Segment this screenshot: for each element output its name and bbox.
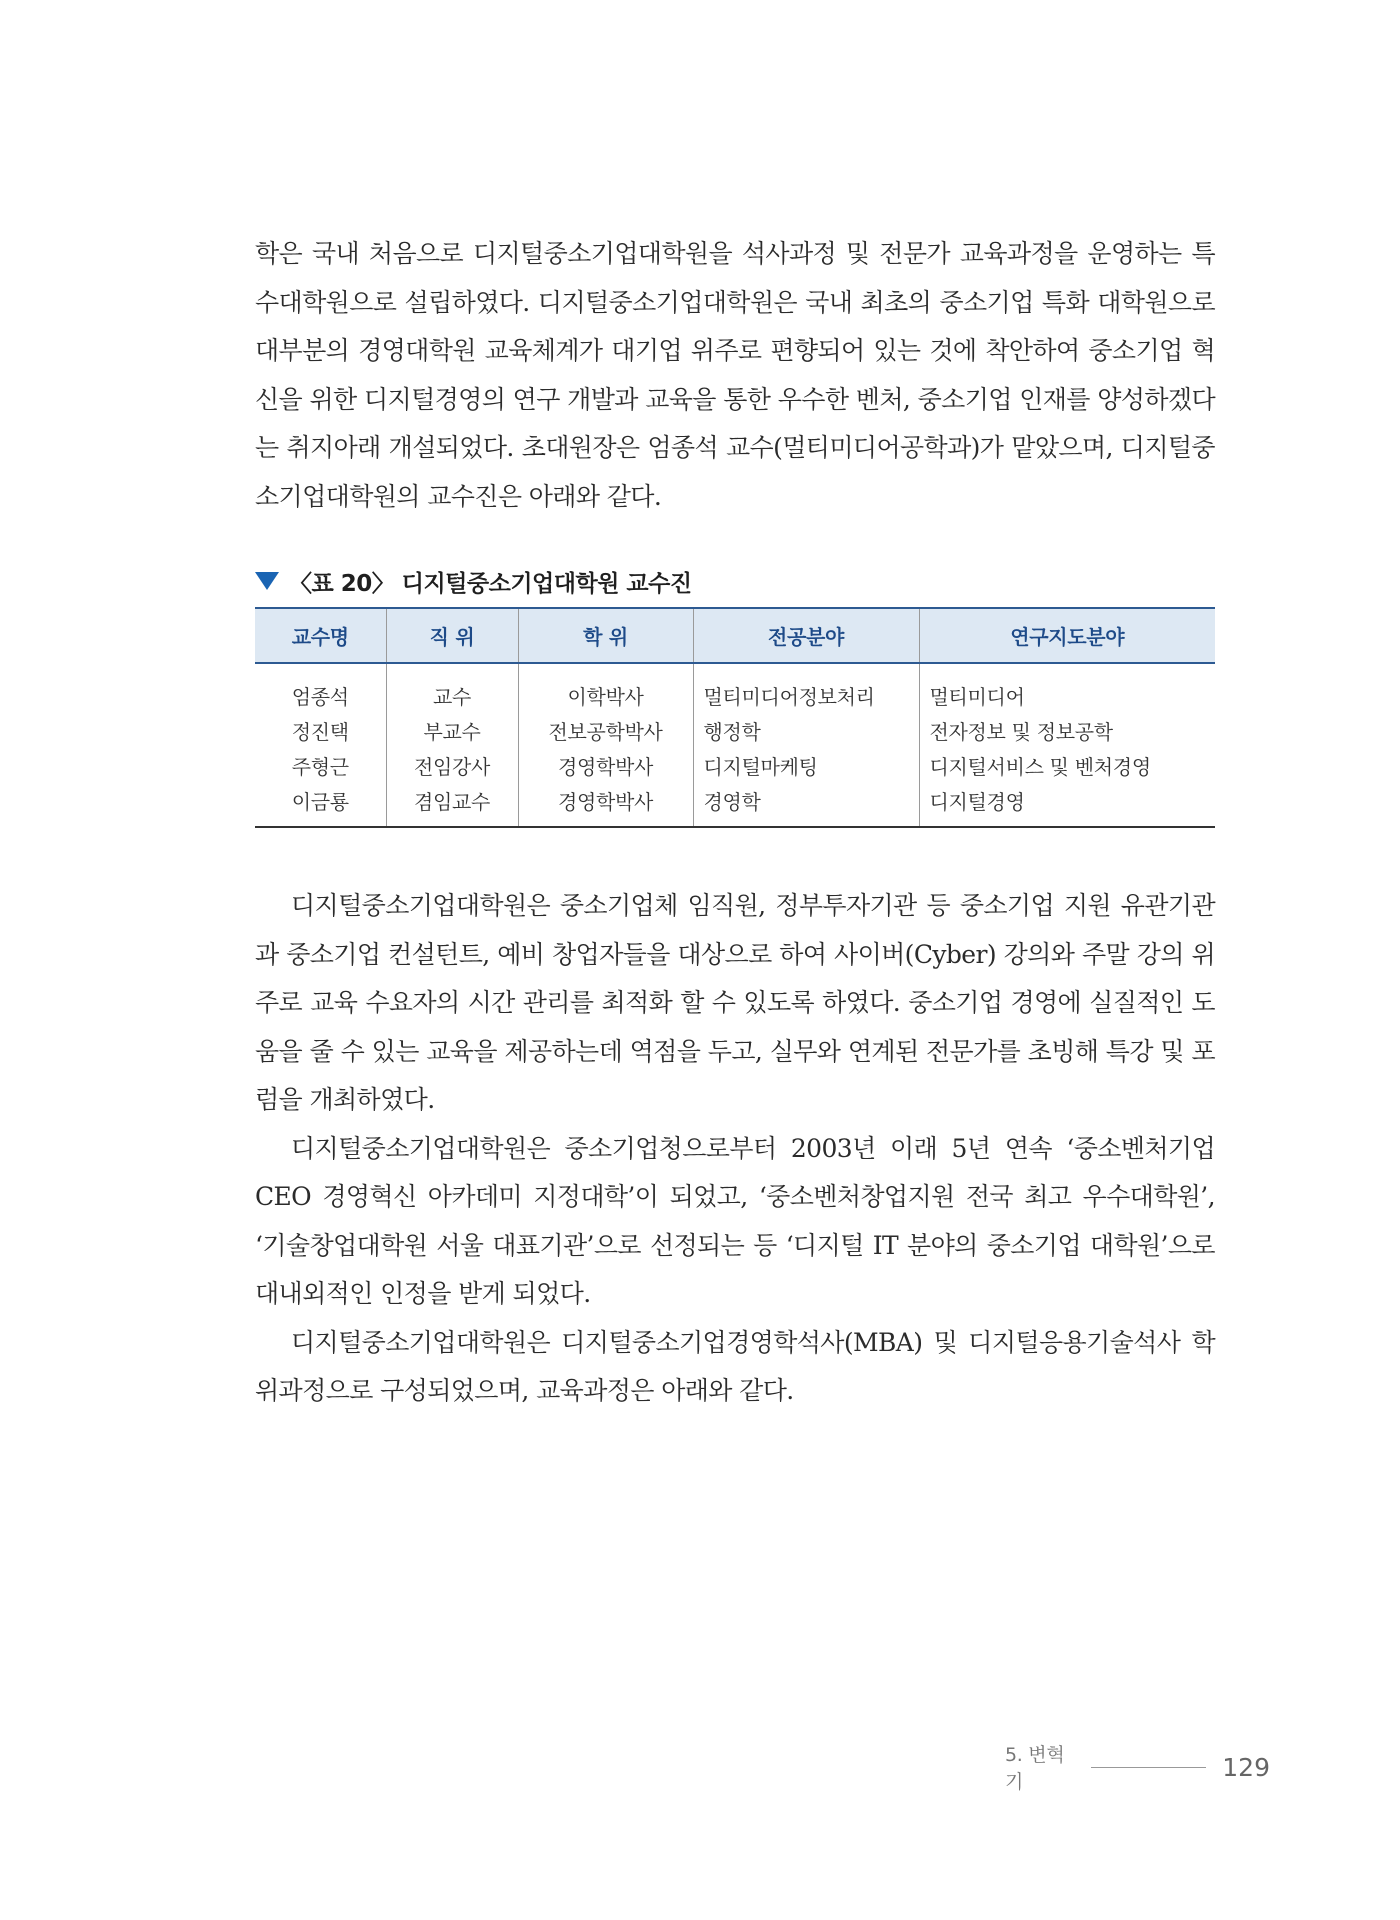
table-row: [255, 713, 1215, 748]
cell-major: 행정학: [693, 713, 919, 748]
cell-position: 겸임교수: [386, 783, 518, 827]
cell-research: 디지털서비스 및 벤처경영: [919, 748, 1215, 783]
triangle-down-icon: [255, 572, 279, 590]
cell-research: 전자정보 및 정보공학: [919, 713, 1215, 748]
footer-divider: [1091, 1767, 1207, 1768]
cell-degree: 경영학박사: [518, 748, 693, 783]
header-major: 전공분야: [693, 608, 919, 663]
cell-degree: 경영학박사: [518, 783, 693, 827]
body-text: [255, 882, 1215, 1416]
page-content: [255, 230, 1215, 1416]
table-row: [255, 748, 1215, 783]
body-paragraph-2: 디지털중소기업대학원은 중소기업청으로부터 2003년 이래 5년 연속 ‘중소벤처기업CEO 경영혁신 아카데미 지정대학’이 되었고, ‘중소벤처창업지원 전국 최고 우수대학원’, ‘기술창업대학원 서울 대표기관’으로 선정되는 등 ‘디지털 IT 분야의 중소기업 대학원’으로 대내외적인 인정을 받게 되었다.: [255, 1133, 1215, 1308]
page-footer: [1005, 1744, 1270, 1793]
cell-name: 이금룡: [255, 783, 386, 827]
faculty-table: [255, 607, 1215, 828]
footer-section-title: 5. 변혁기: [1005, 1744, 1065, 1793]
cell-position: 전임강사: [386, 748, 518, 783]
cell-major: 디지털마케팅: [693, 748, 919, 783]
cell-name: 정진택: [291, 720, 349, 744]
cell-research: 디지털경영: [919, 783, 1215, 827]
header-degree: 학 위: [518, 608, 693, 663]
header-research: 연구지도분야: [919, 608, 1215, 663]
cell-degree: 이학박사: [518, 663, 693, 713]
cell-position: 교수: [386, 663, 518, 713]
header-position: 직 위: [386, 608, 518, 663]
cell-major: 멀티미디어정보처리: [693, 663, 919, 713]
cell-major: 경영학: [693, 783, 919, 827]
body-paragraph-3: 디지털중소기업대학원은 디지털중소기업경영학석사(MBA) 및 디지털응용기술석사 학위과정으로 구성되었으며, 교육과정은 아래와 같다.: [255, 1327, 1215, 1405]
cell-position: 부교수: [386, 713, 518, 748]
cell-name: 엄종석: [291, 685, 349, 709]
cell-degree: 전보공학박사: [518, 713, 693, 748]
body-paragraph-1: 디지털중소기업대학원은 중소기업체 임직원, 정부투자기관 등 중소기업 지원 유관기관과 중소기업 컨설턴트, 예비 창업자들을 대상으로 하여 사이버(Cyber) 강의와 주말 강의 위주로 교육 수요자의 시간 관리를 최적화 할 수 있도록 하였다. 중소기업 경영에 실질적인 도움을 줄 수 있는 교육을 제공하는데 역점을 두고, 실무와 연계된 전문가를 초빙해 특강 및 포럼을 개최하였다.: [255, 891, 1215, 1114]
intro-paragraph: 학은 국내 처음으로 디지털중소기업대학원을 석사과정 및 전문가 교육과정을 운영하는 특수대학원으로 설립하였다. 디지털중소기업대학원은 국내 최초의 중소기업 특화 대학원으로 대부분의 경영대학원 교육체계가 대기업 위주로 편향되어 있는 것에 착안하여 중소기업 혁신을 위한 디지털경영의 연구 개발과 교육을 통한 우수한 벤처, 중소기업 인재를 양성하겠다는 취지아래 개설되었다. 초대원장은 엄종석 교수(멀티미디어공학과)가 맡았으며, 디지털중소기업대학원의 교수진은 아래와 같다.: [255, 239, 1215, 511]
header-name: 교수명: [255, 608, 386, 663]
table-header-row: [255, 608, 1215, 663]
table-caption-text: 〈표 20〉 디지털중소기업대학원 교수진: [289, 570, 692, 597]
cell-name: 주형근: [291, 755, 349, 779]
table-row: [255, 663, 1215, 713]
cell-research: 멀티미디어: [919, 663, 1215, 713]
table-caption: [255, 561, 1215, 601]
table-row: [255, 783, 1215, 827]
page-number: 129: [1222, 1752, 1270, 1782]
